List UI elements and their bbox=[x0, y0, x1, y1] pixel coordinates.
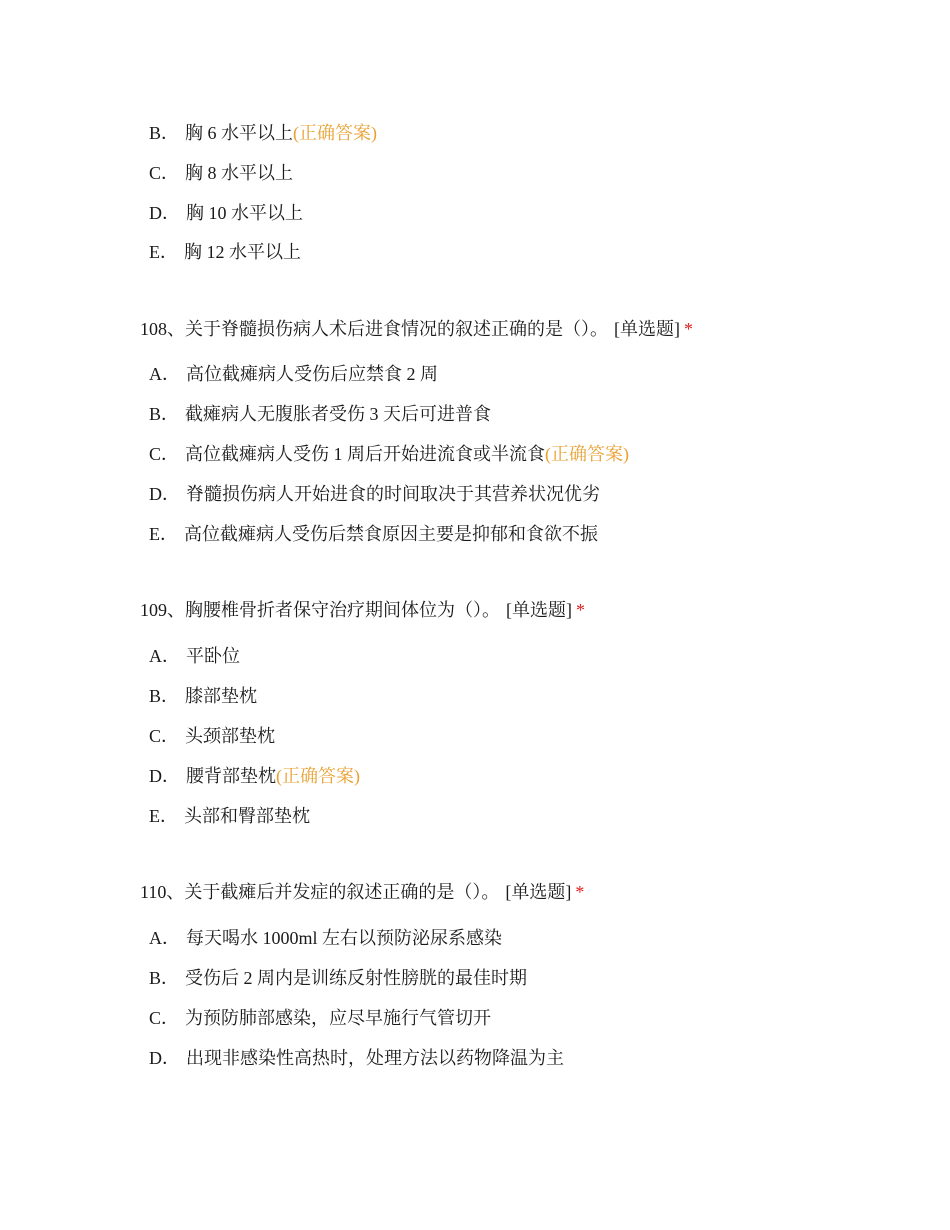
q108-option-b bbox=[149, 402, 491, 426]
q109-option-a bbox=[149, 644, 240, 668]
option-letter: A． bbox=[149, 364, 180, 384]
option-letter: D． bbox=[149, 203, 180, 223]
option-letter: B． bbox=[149, 123, 180, 143]
option-letter: C． bbox=[149, 726, 180, 746]
option-letter: C． bbox=[149, 1008, 180, 1028]
option-text: 为预防肺部感染，应尽早施行气管切开 bbox=[185, 1008, 492, 1028]
correct-answer-mark: (正确答案) bbox=[293, 123, 378, 143]
required-mark: * bbox=[575, 882, 585, 902]
option-text: 胸 6 水平以上 bbox=[185, 123, 294, 143]
option-letter: A． bbox=[149, 646, 180, 666]
prev-option-c bbox=[149, 161, 293, 185]
option-letter: D． bbox=[149, 1048, 180, 1068]
option-text: 受伤后 2 周内是训练反射性膀胱的最佳时期 bbox=[185, 968, 528, 988]
option-letter: E． bbox=[149, 524, 178, 544]
option-text: 高位截瘫病人受伤后应禁食 2 周 bbox=[186, 364, 438, 384]
q110-option-c bbox=[149, 1006, 491, 1030]
question-stem: 109、胸腰椎骨折者保守治疗期间体位为（）。 bbox=[140, 600, 500, 620]
question-stem: 110、关于截瘫后并发症的叙述正确的是（）。 bbox=[140, 882, 500, 902]
option-text: 头部和臀部垫枕 bbox=[184, 806, 310, 826]
option-text: 每天喝水 1000ml 左右以预防泌尿系感染 bbox=[186, 928, 503, 948]
prev-option-d bbox=[149, 201, 303, 225]
option-text: 胸 12 水平以上 bbox=[184, 242, 301, 262]
question-type: [单选题] bbox=[505, 882, 572, 902]
option-letter: B． bbox=[149, 968, 180, 988]
q109-option-b bbox=[149, 684, 257, 708]
q108-option-e bbox=[149, 522, 598, 546]
option-text: 出现非感染性高热时，处理方法以药物降温为主 bbox=[186, 1048, 564, 1068]
correct-answer-mark: (正确答案) bbox=[545, 444, 630, 464]
option-text: 胸 10 水平以上 bbox=[186, 203, 303, 223]
q109-option-d bbox=[149, 764, 360, 788]
prev-option-e bbox=[149, 240, 301, 264]
option-letter: B． bbox=[149, 404, 180, 424]
q110-option-b bbox=[149, 966, 527, 990]
option-text: 腰背部垫枕 bbox=[186, 766, 276, 786]
option-text: 膝部垫枕 bbox=[185, 686, 258, 706]
option-text: 脊髓损伤病人开始进食的时间取决于其营养状况优劣 bbox=[186, 484, 600, 504]
required-mark: * bbox=[576, 600, 585, 620]
question-109-title bbox=[140, 598, 585, 622]
option-letter: E． bbox=[149, 806, 178, 826]
q108-option-a bbox=[149, 362, 438, 386]
option-text: 平卧位 bbox=[186, 646, 240, 666]
q110-option-d bbox=[149, 1046, 564, 1070]
option-letter: E． bbox=[149, 242, 178, 262]
question-type: [单选题] bbox=[506, 600, 572, 620]
option-letter: C． bbox=[149, 163, 180, 183]
prev-option-b bbox=[149, 121, 377, 145]
required-mark: * bbox=[684, 319, 693, 339]
q109-option-e bbox=[149, 804, 310, 828]
option-text: 高位截瘫病人受伤后禁食原因主要是抑郁和食欲不振 bbox=[184, 524, 598, 544]
question-type: [单选题] bbox=[614, 319, 680, 339]
option-text: 头颈部垫枕 bbox=[185, 726, 276, 746]
option-letter: C． bbox=[149, 444, 180, 464]
question-110-title bbox=[140, 880, 584, 904]
option-letter: B． bbox=[149, 686, 180, 706]
option-text: 胸 8 水平以上 bbox=[185, 163, 294, 183]
option-letter: D． bbox=[149, 484, 180, 504]
question-108-title bbox=[140, 317, 693, 341]
correct-answer-mark: (正确答案) bbox=[276, 766, 360, 786]
option-letter: D． bbox=[149, 766, 180, 786]
q109-option-c bbox=[149, 724, 275, 748]
q108-option-c bbox=[149, 442, 629, 466]
question-stem: 108、关于脊髓损伤病人术后进食情况的叙述正确的是（）。 bbox=[140, 319, 608, 339]
option-text: 高位截瘫病人受伤 1 周后开始进流食或半流食 bbox=[185, 444, 546, 464]
q108-option-d bbox=[149, 482, 600, 506]
option-letter: A． bbox=[149, 928, 180, 948]
option-text: 截瘫病人无腹胀者受伤 3 天后可进普食 bbox=[185, 404, 492, 424]
q110-option-a bbox=[149, 926, 502, 950]
